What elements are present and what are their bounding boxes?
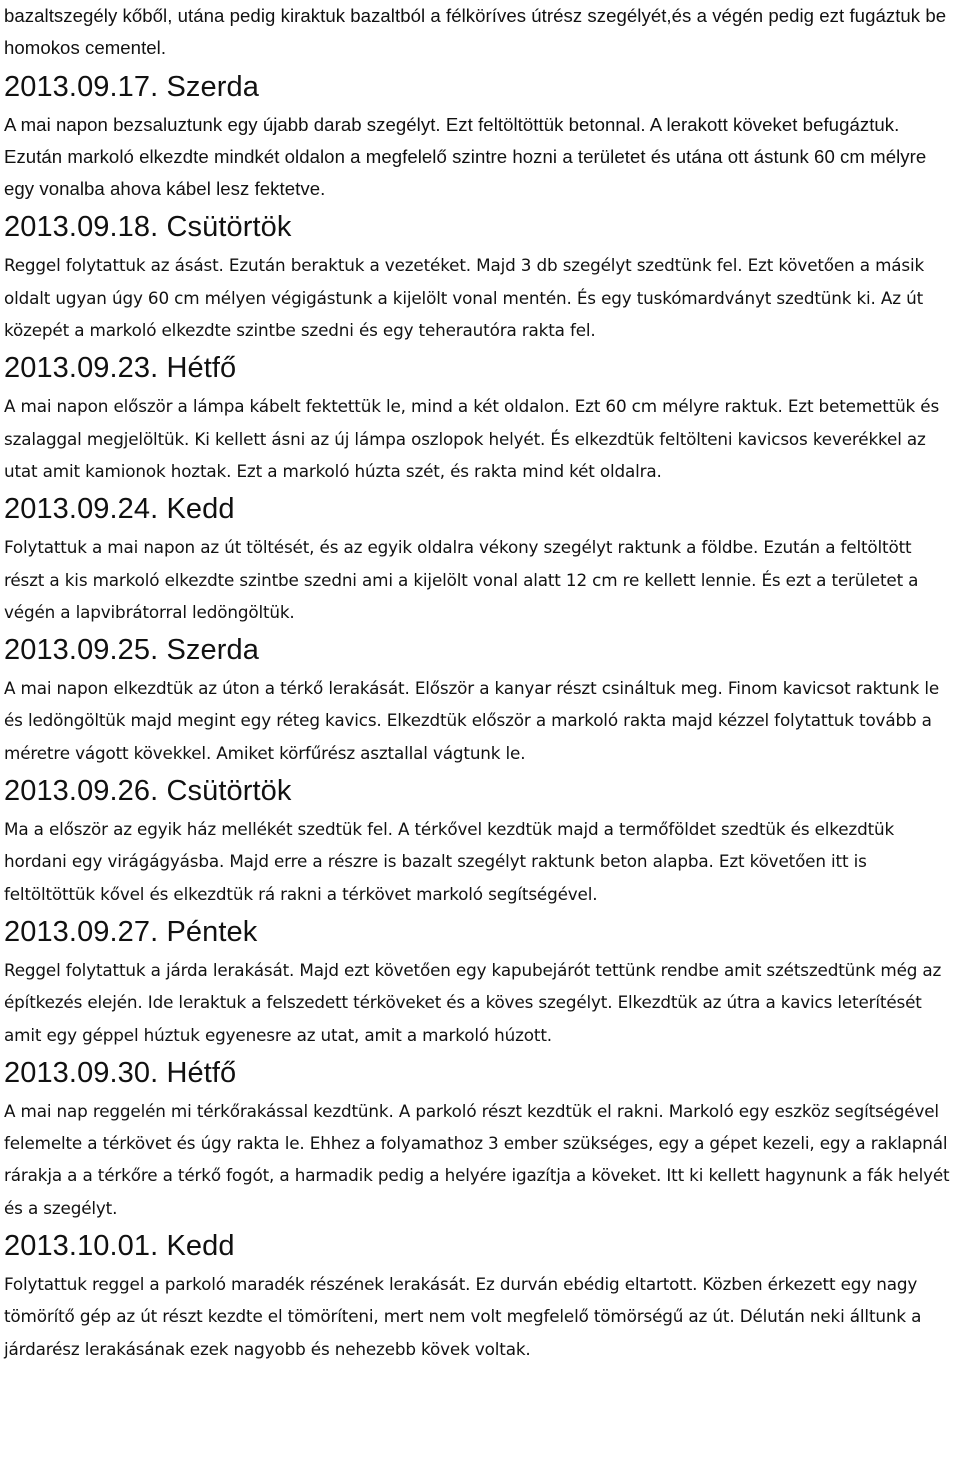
intro-paragraph: bazaltszegély kőből, utána pedig kiraktuk bazaltból a félköríves útrész szegélyét,és a végén pedig ezt fugáztuk be homokos cementel. xyxy=(4,5,947,59)
diary-entry xyxy=(4,1051,956,1224)
entry-text: A mai napon először a lámpa kábelt fektettük le, mind a két oldalon. Ezt 60 cm mélyre raktuk. Ezt betemettük és szalaggal megjelöltük. Ki kellett ásni az új lámpa oszlopok helyét. És elkezdtük feltölteni kavicsos keverékkel az utat amit kamionok hoztak. Ezt a markoló húzta szét, és rakta mind két oldalra. xyxy=(4,396,940,481)
entry-text: A mai napon bezsaluztunk egy újabb darab szegélyt. Ezt feltöltöttük betonnal. A lerakott köveket befugáztuk. Ezután markoló elkezdte mindkét oldalon a megfelelő szintre hozni a területet és utána ott ástunk 60 cm mélyre egy vonalba ahova kábel lesz fektetve. xyxy=(4,113,927,200)
entry-text: Folytattuk a mai napon az út töltését, és az egyik oldalra vékony szegélyt raktunk a földbe. Ezután a feltöltött részt a kis markoló elkezdte szintbe szedni ami a kijelölt vonal alatt 12 cm re kellett lennie. És ezt a területet a végén a lapvibrátorral ledöngöltük. xyxy=(4,537,919,622)
diary-entry xyxy=(4,346,956,487)
entry-date-heading: 2013.09.25. Szerda xyxy=(4,634,259,667)
entry-text: A mai nap reggelén mi térkőrakással kezdtünk. A parkoló részt kezdtük el rakni. Markoló egy eszköz segítségével felemelte a térkövet és úgy rakta le. Ehhez a folyamathoz 3 ember szükséges, egy a gépet kezeli, egy a raklapnál rárakja a a térkőre a térkő fogót, a harmadik pedig a helyére igazítja a köveket. Itt ki kellett hagynunk a fák helyét és a szegélyt. xyxy=(4,1100,950,1218)
entry-text: Ma a először az egyik ház mellékét szedtük fel. A térkővel kezdtük majd a termőföldet szedtük és elkezdtük hordani egy virágágyásba. Majd erre a részre is bazalt szegélyt raktunk beton alapba. Ezt követően itt is feltöltöttük kővel és elkezdtük rá rakni a térkövet markoló segítségével. xyxy=(4,819,895,904)
entry-date-heading: 2013.09.26. Csütörtök xyxy=(4,775,292,808)
diary-entry xyxy=(4,1224,956,1365)
entry-text: Reggel folytattuk az ásást. Ezután beraktuk a vezetéket. Majd 3 db szegélyt szedtünk fel. Ezt követően a másik oldalt ugyan úgy 60 cm mélyen végigástunk a kijelölt vonal mentén. És egy tuskómardványt szedtünk ki. Az út közepét a markoló elkezdte szintbe szedni és egy teherautóra rakta fel. xyxy=(4,255,925,341)
entry-text: Reggel folytattuk a járda lerakását. Majd ezt követően egy kapubejárót tettünk rendbe amit szétszedtünk még az építkezés elején. Ide leraktuk a felszedett térköveket és a köves szegélyt. Elkezdtük az útra a kavics leterítését amit egy géppel húztuk egyenesre az utat, amit a markoló húzott. xyxy=(4,959,942,1045)
entry-date-heading: 2013.09.23. Hétfő xyxy=(4,352,237,385)
entry-date-heading: 2013.09.17. Szerda xyxy=(4,70,259,103)
diary-entry xyxy=(4,910,956,1051)
diary-entry xyxy=(4,65,956,206)
entry-date-heading: 2013.09.24. Kedd xyxy=(4,493,235,526)
document-page xyxy=(4,0,956,1365)
diary-entry xyxy=(4,769,956,910)
entry-date-heading: 2013.09.27. Péntek xyxy=(4,915,258,948)
entry-text: A mai napon elkezdtük az úton a térkő lerakását. Először a kanyar részt csináltuk meg. Finom kavicsot raktunk le és ledöngöltük majd megint egy réteg kavics. Elkezdtük először a markoló rakta majd kézzel folytattuk tovább a méretre vágott kövekkel. Amiket körfűrész asztallal vágtunk le. xyxy=(4,678,940,763)
entry-date-heading: 2013.09.18. Csütörtök xyxy=(4,211,292,244)
diary-entry xyxy=(4,205,956,346)
diary-entry xyxy=(4,628,956,769)
diary-entry xyxy=(4,487,956,628)
entry-date-heading: 2013.10.01. Kedd xyxy=(4,1230,235,1263)
entry-text: Folytattuk reggel a parkoló maradék részének lerakását. Ez durván ebédig eltartott. Közben érkezett egy nagy tömörítő gép az út részt kezdte el tömöríteni, mert nem volt megfelelő tömörségű az út. Délután neki álltunk a járdarész lerakásának ezek nagyobb és nehezebb kövek voltak. xyxy=(4,1274,922,1359)
entry-date-heading: 2013.09.30. Hétfő xyxy=(4,1056,237,1089)
